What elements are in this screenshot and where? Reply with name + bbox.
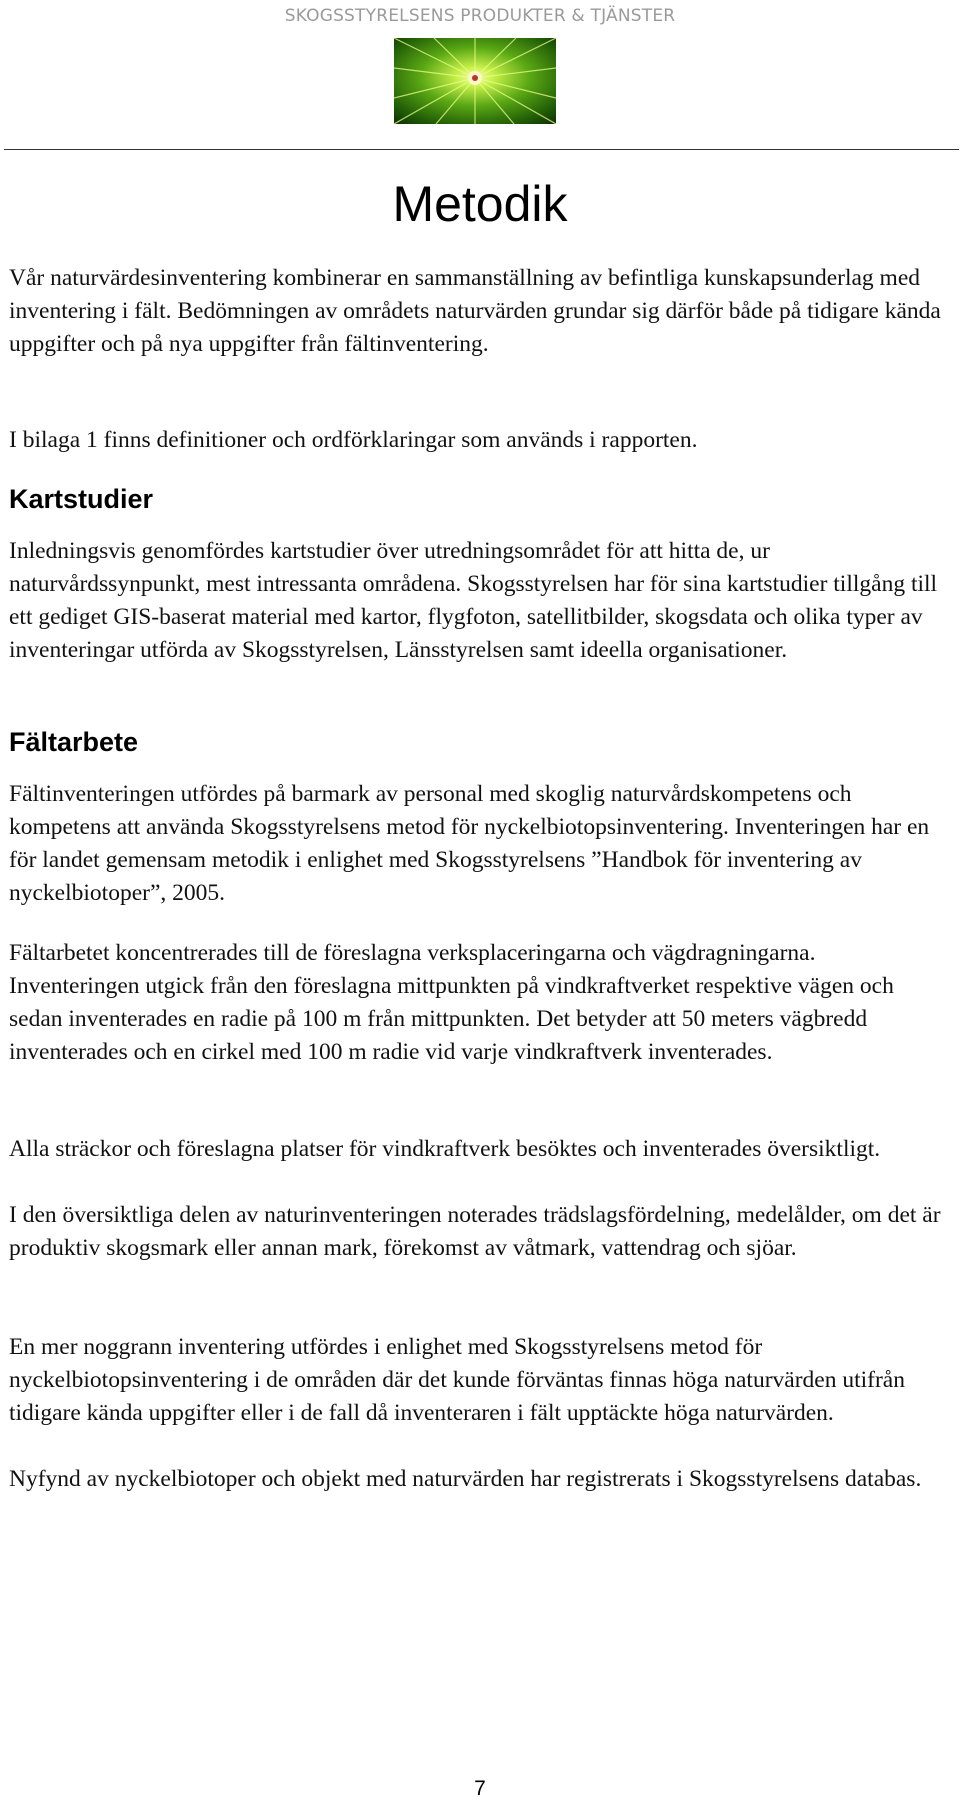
kartstudier-paragraph: Inledningsvis genomfördes kartstudier över utredningsområdet för att hitta de, ur naturvårdssynpunkt, mest intressanta områdena. Skogsstyrelsen har för sina kartstudier tillgång till ett gediget GIS-baserat material med kartor, flygfoton, satellitbilder, skogsdata och olika typer av inventeringar utförda av Skogsstyrelsen, Länsstyrelsen samt ideella organisationer. bbox=[9, 538, 938, 663]
faltarbete-paragraph-5: En mer noggrann inventering utfördes i enlighet med Skogsstyrelsens metod för nyckelbiotopsinventering i de områden där det kunde förväntas finnas höga naturvärden utifrån tidigare kända uppgifter eller i de fall då inventeraren i fält upptäckte höga naturvärden. bbox=[9, 1334, 905, 1426]
faltarbete-paragraph-4: I den översiktliga delen av naturinventeringen noterades trädslagsfördelning, medelålder, om det är produktiv skogsmark eller annan mark, förekomst av våtmark, vattendrag och sjöar. bbox=[9, 1202, 941, 1261]
header-brand: SKOGSSTYRELSENS PRODUKTER & TJÄNSTER bbox=[284, 6, 676, 26]
section-heading-kartstudier: Kartstudier bbox=[9, 484, 154, 514]
faltarbete-paragraph-1: Fältinventeringen utfördes på barmark av personal med skoglig naturvårdskompetens och kompetens att använda Skogsstyrelsens metod för nyckelbiotopsinventering. Inventeringen har en för landet gemensam metodik i enlighet med Skogsstyrelsens ”Handbok för inventering av nyckelbiotoper”, 2005. bbox=[9, 781, 930, 906]
page-title: Metodik bbox=[392, 176, 568, 232]
page-number: 7 bbox=[474, 1777, 486, 1800]
intro-paragraph-2: I bilaga 1 finns definitioner och ordförklaringar som används i rapporten. bbox=[9, 427, 698, 453]
section-heading-faltarbete: Fältarbete bbox=[9, 727, 139, 757]
faltarbete-paragraph-3: Alla sträckor och föreslagna platser för vindkraftverk besöktes och inventerades översiktligt. bbox=[9, 1136, 881, 1162]
header-divider bbox=[4, 149, 959, 150]
green-plant-burst-icon bbox=[394, 38, 556, 124]
faltarbete-paragraph-6: Nyfynd av nyckelbiotoper och objekt med naturvärden har registrerats i Skogsstyrelsens databas. bbox=[9, 1466, 922, 1492]
faltarbete-paragraph-2: Fältarbetet koncentrerades till de föreslagna verksplaceringarna och vägdragningarna. Inventeringen utgick från den föreslagna mittpunkten på vindkraftverket respektive vägen och sedan inventerades en radie på 100 m från mittpunkten. Det betyder att 50 meters vägbredd inventerades och en cirkel med 100 m radie vid varje vindkraftverk inventerades. bbox=[9, 940, 894, 1065]
intro-paragraph-1: Vår naturvärdesinventering kombinerar en sammanställning av befintliga kunskapsunderlag med inventering i fält. Bedömningen av områdets naturvärden grundar sig därför både på tidigare kända uppgifter och på nya uppgifter från fältinventering. bbox=[9, 265, 941, 357]
